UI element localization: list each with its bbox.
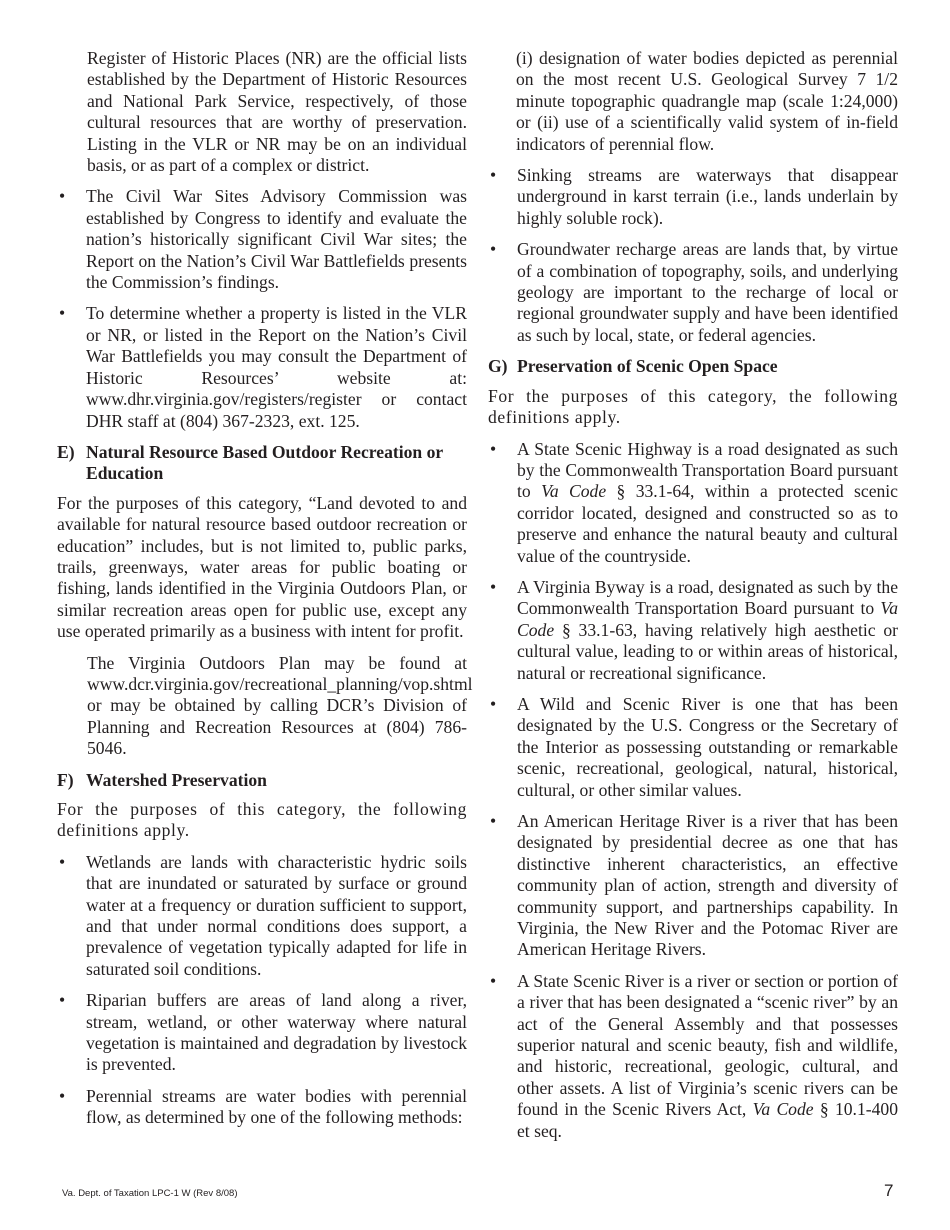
- bullet-text: A State Scenic Highway is a road designated as such by the Commonwealth Transportation Board pursuant to: [517, 438, 898, 502]
- bullet-icon: •: [490, 811, 497, 831]
- paragraph: The Virginia Outdoors Plan may be found at www.dcr.virginia.gov/recreational_planning/vop.shtml or may be obtained by calling DCR’s Division of Planning and Recreation Resources at (804) 786-5046.: [87, 652, 473, 759]
- bullet-item: [57, 852, 467, 980]
- bullet-text: Wetlands are lands with characteristic hydric soils that are inundated or saturated by surface or ground water at a frequency or duration sufficient to support, and that under normal conditions does support, a prevalence of vegetation typically adapted for life in saturated soil conditions.: [86, 851, 467, 979]
- bullet-item: [488, 577, 898, 684]
- bullet-icon: •: [490, 239, 497, 260]
- bullet-text: § 33.1-63, having relatively high aesthetic or cultural value, leading to or within areas of historical, natural or recreational significance.: [517, 619, 898, 683]
- code-citation: Va Code: [541, 481, 607, 502]
- bullet-item: [488, 439, 898, 567]
- bullet-item: [488, 239, 898, 346]
- paragraph: For the purposes of this category, “Land devoted to and available for natural resource based outdoor recreation or education” includes, but is not limited to, public parks, trails, greenways, water areas for public boating or fishing, lands identified in the Virginia Outdoors Plan, or similar recreation areas open for public use, except any use operated primarily as a business with intent for profit.: [57, 492, 467, 642]
- bullet-text: A Wild and Scenic River is one that has been designated by the U.S. Congress or the Secretary of the Interior as possessing outstanding or remarkable scenic, recreational, geological, natural, historical, cultural, or other similar values.: [517, 693, 898, 800]
- bullet-icon: •: [59, 1085, 66, 1106]
- paragraph: Register of Historic Places (NR) are the official lists established by the Department of Historic Resources and National Park Service, respectively, of those cultural resources that are worthy of preservation. Listing in the VLR or NR may be on an individual basis, or as part of a complex or district.: [87, 48, 467, 176]
- code-citation: Va Code: [752, 1099, 814, 1120]
- code-citation: Va Code: [517, 598, 898, 640]
- bullet-icon: •: [59, 186, 66, 207]
- section-heading-e: [57, 442, 467, 485]
- bullet-item: [57, 303, 467, 431]
- heading-text: Watershed Preservation: [86, 769, 267, 790]
- bullet-icon: •: [490, 165, 497, 186]
- paragraph: For the purposes of this category, the following definitions apply.: [488, 385, 898, 428]
- paragraph: For the purposes of this category, the following definitions apply.: [57, 799, 467, 841]
- bullet-text: Groundwater recharge areas are lands that, by virtue of a combination of topography, soils, and underlying geology are important to the recharge of local or regional groundwater supply and have been identified as such by local, state, or federal agencies.: [517, 239, 898, 345]
- left-column: [57, 48, 473, 1139]
- bullet-text: Sinking streams are waterways that disappear underground in karst terrain (i.e., lands underlain by highly soluble rock).: [517, 165, 898, 228]
- right-column: [488, 48, 898, 1152]
- bullet-icon: •: [59, 303, 66, 324]
- section-heading-f: [57, 770, 467, 791]
- bullet-item: [57, 1086, 467, 1129]
- bullet-icon: •: [490, 693, 497, 714]
- section-heading-g: [488, 356, 898, 377]
- bullet-text: A State Scenic River is a river or section or portion of a river that has been designated a “scenic river” by an act of the General Assembly and that possesses superior natural and scenic beauty, fish and wildlife, and historic, recreational, geologic, cultural, and other assets. A list of Virginia’s scenic rivers can be found in the Scenic Rivers Act,: [517, 970, 898, 1120]
- bullet-item: [488, 971, 898, 1142]
- heading-text: Natural Resource Based Outdoor Recreation or Education: [86, 441, 443, 484]
- bullet-icon: •: [490, 970, 497, 991]
- page-number: 7: [884, 1181, 894, 1200]
- heading-letter: F): [57, 769, 74, 790]
- bullet-text: The Civil War Sites Advisory Commission was established by Congress to identify and evaluate the nation’s historically significant Civil War sites; the Report on the Nation’s Civil War Battlefields presents the Commission’s findings.: [86, 186, 467, 293]
- heading-letter: E): [57, 441, 75, 462]
- paragraph: (i) designation of water bodies depicted as perennial on the most recent U.S. Geological Survey 7 1/2 minute topographic quadrangle map (scale 1:24,000) or (ii) use of a scientifically valid system of in-field indicators of perennial flow.: [516, 48, 898, 154]
- bullet-text: To determine whether a property is listed in the VLR or NR, or listed in the Report on the Nation’s Civil War Battlefields you may consult the Department of Historic Resources’ website at: www.dhr.virginia.gov/registers/register or contact DHR staff at (804) 367-2323, ext. 125.: [86, 303, 467, 431]
- bullet-text: An American Heritage River is a river that has been designated by presidential decree as one that has distinctive inherent characteristics, an effective community plan of action, strength and diversity of community support, and partnerships capability. In Virginia, the New River and the Potomac River are American Heritage Rivers.: [517, 811, 898, 960]
- bullet-icon: •: [490, 438, 497, 459]
- form-footer: Va. Dept. of Taxation LPC-1 W (Rev 8/08): [62, 1188, 238, 1199]
- bullet-item: [488, 694, 898, 801]
- bullet-text: Perennial streams are water bodies with perennial flow, as determined by one of the following methods:: [86, 1085, 467, 1128]
- bullet-item: [488, 811, 898, 961]
- bullet-item: [57, 186, 467, 293]
- bullet-text: § 33.1-64, within a protected scenic corridor located, designed and constructed so as to preserve and enhance the natural beauty and cultural value of the countryside.: [517, 481, 898, 566]
- bullet-text: A Virginia Byway is a road, designated as such by the Commonwealth Transportation Board pursuant to: [517, 576, 898, 619]
- bullet-icon: •: [59, 990, 66, 1011]
- bullet-text: Riparian buffers are areas of land along a river, stream, wetland, or other waterway where natural vegetation is maintained and degradation by livestock is prevented.: [86, 990, 467, 1075]
- heading-text: Preservation of Scenic Open Space: [517, 356, 778, 377]
- bullet-icon: •: [490, 576, 497, 597]
- bullet-item: [57, 990, 467, 1076]
- bullet-text: § 10.1-400 et seq.: [517, 1099, 898, 1141]
- heading-letter: G): [488, 356, 508, 377]
- bullet-icon: •: [59, 851, 66, 872]
- bullet-item: [488, 165, 898, 229]
